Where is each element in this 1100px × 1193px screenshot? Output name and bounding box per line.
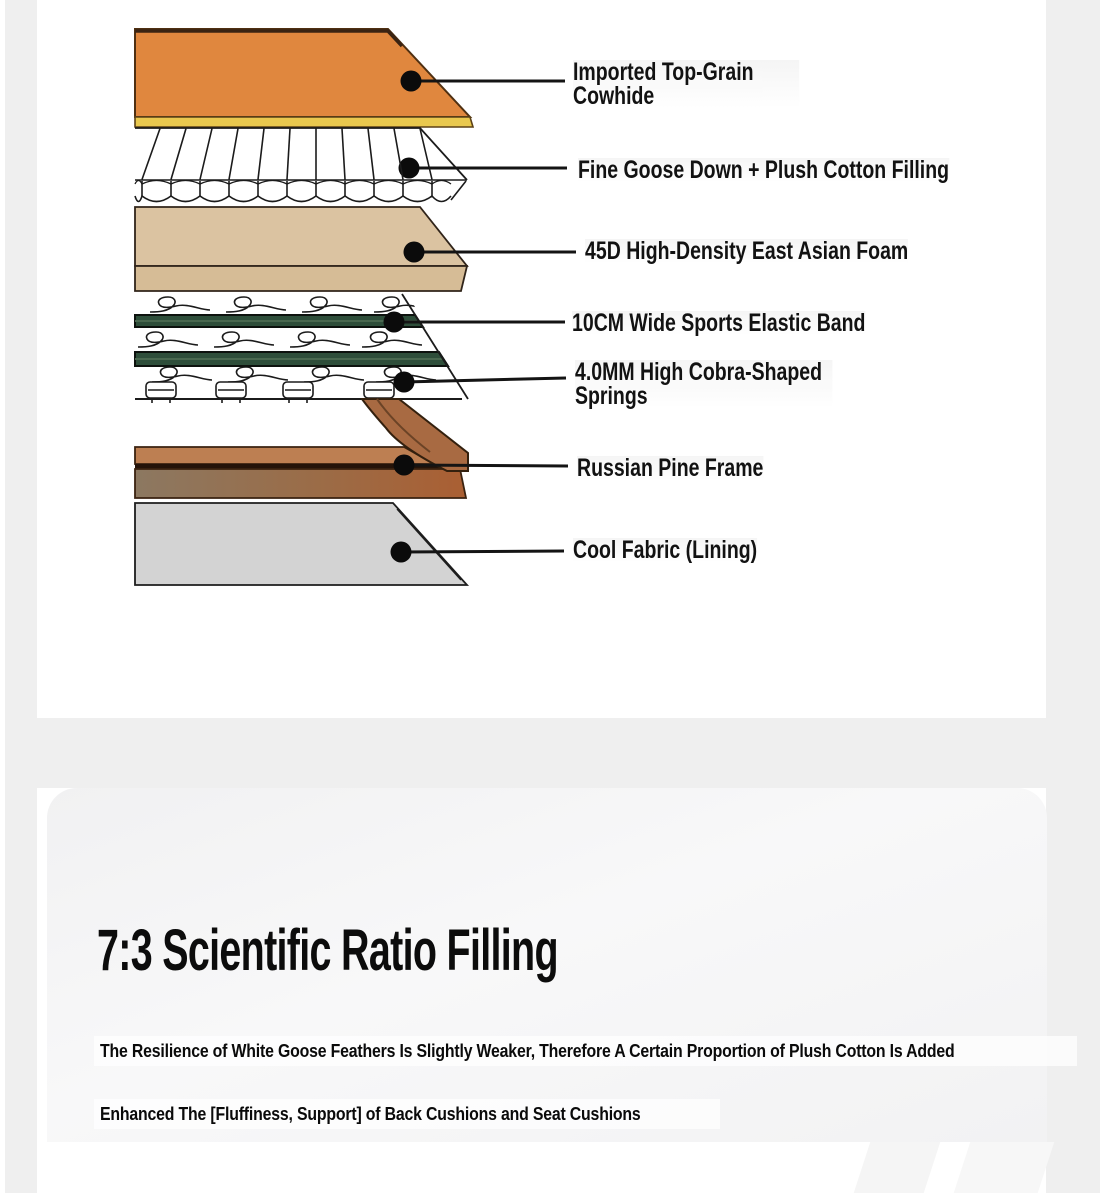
callout-label-elastic-band: 10CM Wide Sports Elastic Band xyxy=(572,309,866,337)
background-watermark xyxy=(854,1142,941,1193)
callout-label-cowhide: Imported Top-Grain Cowhide xyxy=(573,60,799,108)
background-watermark xyxy=(954,1142,1055,1193)
section-gap xyxy=(37,718,1046,788)
callout-label-springs: 4.0MM High Cobra-Shaped Springs xyxy=(575,360,832,408)
callout-label-goose-down: Fine Goose Down + Plush Cotton Filling xyxy=(578,156,950,184)
callout-label-pine-frame: Russian Pine Frame xyxy=(577,454,764,482)
section-title: 7:3 Scientific Ratio Filling xyxy=(97,917,558,983)
section-paragraph xyxy=(94,1099,720,1129)
page-gutter-right xyxy=(1046,0,1100,1193)
page-gutter-left xyxy=(5,0,37,1193)
callout-label-lining: Cool Fabric (Lining) xyxy=(573,536,758,564)
paragraph-text: The Resilience of White Goose Feathers Is Slightly Weaker, Therefore A Certain Proportion of Plush Cotton Is Added xyxy=(100,1040,955,1061)
section-paragraph xyxy=(94,1036,1077,1066)
callout-label-foam: 45D High-Density East Asian Foam xyxy=(585,237,909,265)
paragraph-text: Enhanced The [Fluffiness, Support] of Back Cushions and Seat Cushions xyxy=(100,1103,641,1124)
materials-diagram-card xyxy=(37,0,1046,718)
